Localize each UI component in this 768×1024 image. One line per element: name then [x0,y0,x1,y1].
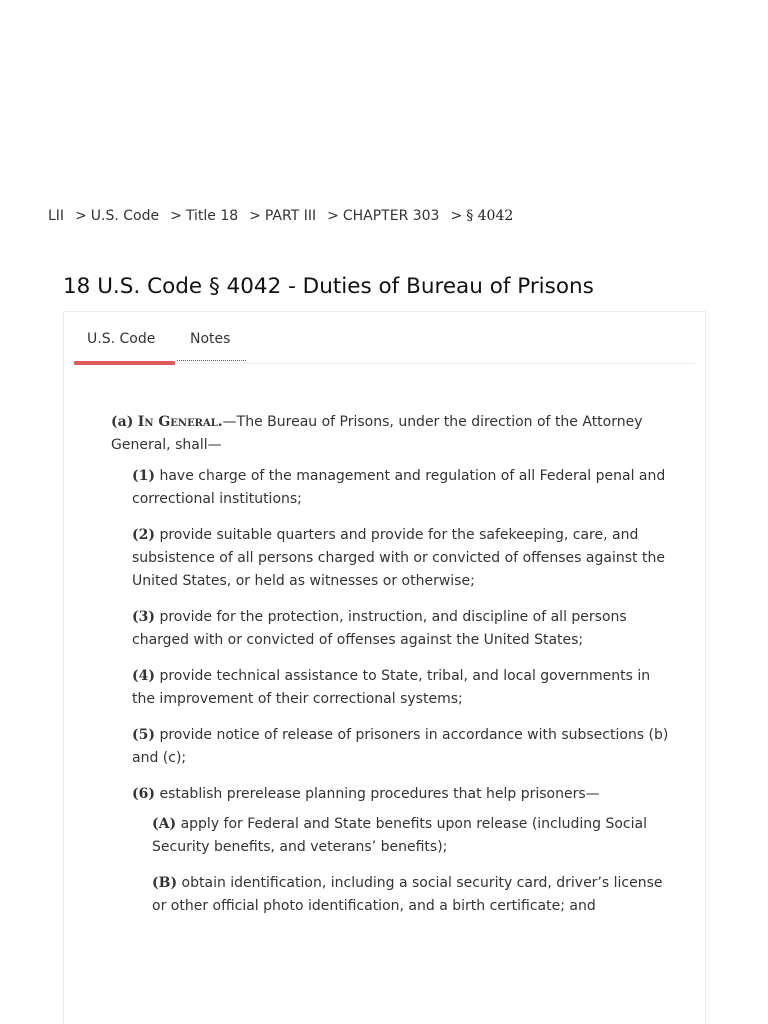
subparagraph-text: obtain identification, including a social security card, driver’s license or other official photo identification, and a birth certificate; and [152,875,663,914]
page-title: 18 U.S. Code § 4042 - Duties of Bureau of Prisons [63,274,594,299]
subsection-text: —The Bureau of Prisons, under the direction of the Attorney General, shall— [111,414,643,453]
paragraph-6 [132,783,671,806]
subsection-a [111,411,671,457]
subparagraph-a [152,813,671,859]
paragraph-enum: (4) [132,668,155,684]
active-tab-indicator [74,361,175,365]
subsection-heading: In General. [137,414,223,430]
breadcrumb-separator: > [327,208,339,224]
subparagraph-b [152,872,671,918]
breadcrumb-link-title-18[interactable]: Title 18 [185,208,239,224]
breadcrumb-current: § 4042 [466,208,514,224]
breadcrumb-link-lii[interactable]: LII [48,208,65,224]
breadcrumb-separator: > [170,208,182,224]
tab-us-code[interactable]: U.S. Code [87,331,156,347]
paragraph-enum: (6) [132,786,155,802]
breadcrumb-separator: > [249,208,261,224]
subparagraph-text: apply for Federal and State benefits upon release (including Social Security benefits, and veterans’ benefits); [152,816,647,855]
breadcrumb [48,208,513,224]
paragraph-text: provide notice of release of prisoners in accordance with subsections (b) and (c); [132,727,669,766]
paragraph-enum: (3) [132,609,155,625]
paragraph-enum: (2) [132,527,155,543]
paragraph-3 [132,606,671,652]
paragraph-text: establish prerelease planning procedures that help prisoners— [155,786,600,802]
breadcrumb-link-us-code[interactable]: U.S. Code [90,208,160,224]
paragraph-text: provide for the protection, instruction, and discipline of all persons charged with or convicted of offenses against the United States; [132,609,627,648]
breadcrumb-separator: > [75,208,87,224]
tab-bar [74,312,695,364]
content-panel [63,311,706,1024]
paragraph-4 [132,665,671,711]
breadcrumb-link-chapter-303[interactable]: CHAPTER 303 [342,208,440,224]
paragraph-5 [132,724,671,770]
subparagraph-enum: (B) [152,875,178,891]
subsection-enum: (a) [111,414,134,430]
paragraph-text: provide technical assistance to State, tribal, and local governments in the improvement of their correctional systems; [132,668,651,707]
paragraph-1 [132,465,671,511]
paragraph-2 [132,524,671,593]
paragraph-enum: (5) [132,727,155,743]
tab-notes[interactable]: Notes [190,331,231,347]
paragraph-enum: (1) [132,468,155,484]
paragraph-text: have charge of the management and regulation of all Federal penal and correctional institutions; [132,468,666,507]
subparagraph-enum: (A) [152,816,177,832]
breadcrumb-link-part-iii[interactable]: PART III [264,208,317,224]
breadcrumb-separator: > [450,208,463,224]
tab-notes-underline [177,360,246,361]
paragraph-text: provide suitable quarters and provide for the safekeeping, care, and subsistence of all persons charged with or convicted of offenses against the United States, or held as witnesses or otherwise; [132,527,665,589]
statute-text [111,411,671,931]
